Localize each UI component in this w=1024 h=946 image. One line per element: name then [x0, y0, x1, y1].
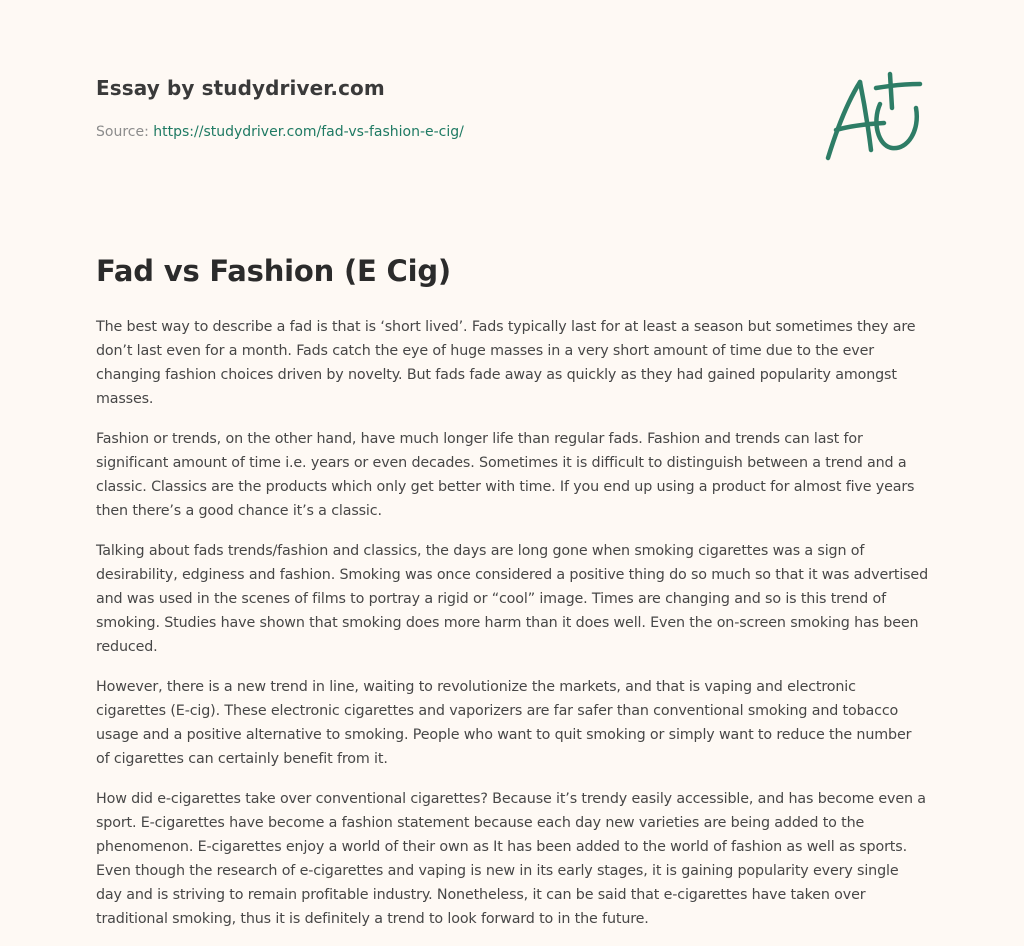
site-brand: Essay by studydriver.com	[96, 76, 385, 100]
source-line	[96, 124, 464, 140]
paragraph: How did e-cigarettes take over conventional cigarettes? Because it’s trendy easily accessible, and has become even a sport. E-cigarettes have become a fashion statement because each day new varieties are being added to the phenomenon. E-cigarettes enjoy a world of their own as It has been added to the world of fashion as well as sports. Even though the research of e-cigarettes and vaping is new in its early stages, it is gaining popularity every single day and is striving to remain profitable industry. Nonetheless, it can be said that e-cigarettes have taken over traditional smoking, thus it is definitely a trend to look forward to in the future.	[96, 791, 926, 927]
paragraph: Talking about fads trends/fashion and classics, the days are long gone when smoking cigarettes was a sign of desirability, edginess and fashion. Smoking was once considered a positive thing do so much so that it was advertised and was used in the scenes of films to portray a rigid or “cool” image. Times are changing and so is this trend of smoking. Studies have shown that smoking does more harm than it does well. Even the on-screen smoking has been reduced.	[96, 543, 929, 655]
paragraph: However, there is a new trend in line, waiting to revolutionize the markets, and that is vaping and electronic cigarettes (E-cig). These electronic cigarettes and vaporizers are far safer than conventional smoking and tobacco usage and a positive alternative to smoking. People who want to quit smoking or simply want to reduce the number of cigarettes can certainly benefit from it.	[96, 679, 912, 767]
source-label: Source:	[96, 124, 154, 140]
paragraph: Fashion or trends, on the other hand, have much longer life than regular fads. Fashion and trends can last for significant amount of time i.e. years or even decades. Sometimes it is difficult to distinguish between a trend and a classic. Classics are the products which only get better with time. If you end up using a product for almost five years then there’s a good chance it’s a classic.	[96, 431, 915, 519]
paragraph: The best way to describe a fad is that is ‘short lived’. Fads typically last for at least a season but sometimes they are don’t last even for a month. Fads catch the eye of huge masses in a very short amount of time due to the ever changing fashion choices driven by novelty. But fads fade away as quickly as they had gained popularity amongst masses.	[96, 319, 916, 407]
a-plus-logo-icon	[822, 68, 926, 164]
article-body	[96, 315, 928, 946]
article-title: Fad vs Fashion (E Cig)	[96, 254, 451, 288]
source-link[interactable]: https://studydriver.com/fad-vs-fashion-e-cig/	[153, 124, 464, 140]
